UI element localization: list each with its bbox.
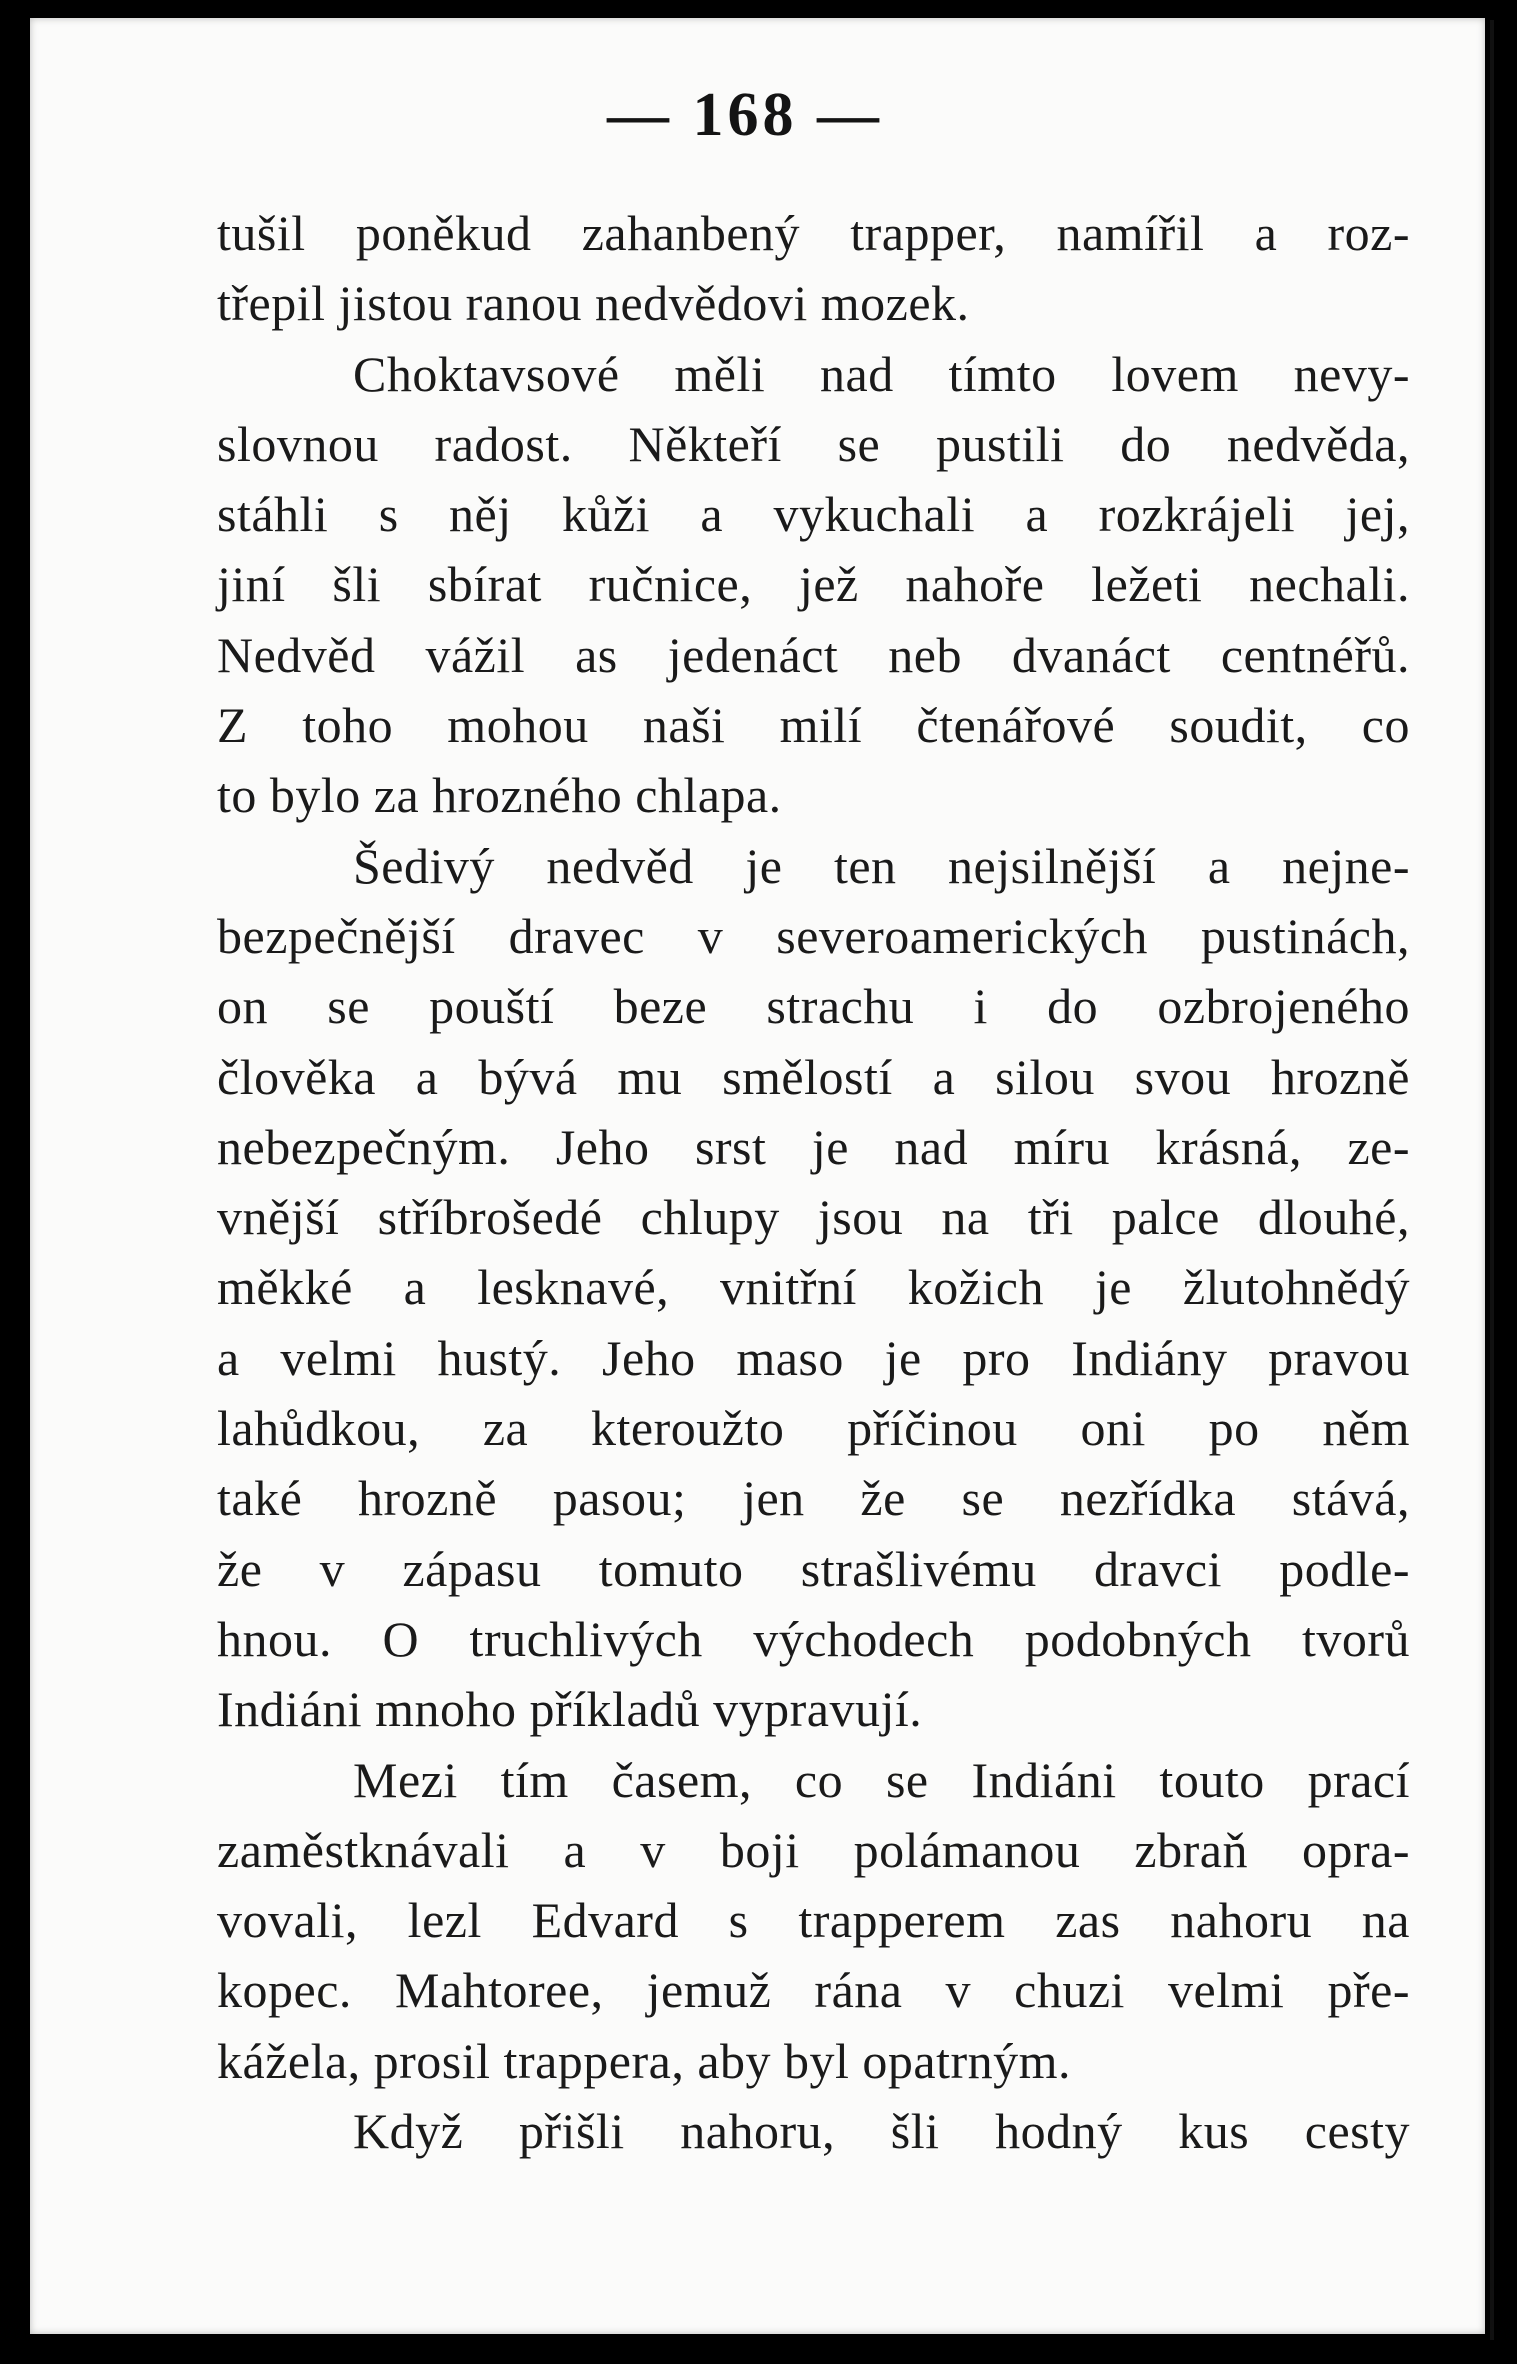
text-line: také hrozně pasou; jen že se nezřídka stává,: [217, 1470, 1410, 1527]
text-line: lahůdkou, za kteroužto příčinou oni po něm: [217, 1400, 1410, 1457]
text-line: člověka a bývá mu smělostí a silou svou hrozně: [217, 1048, 1410, 1105]
text-line: Z toho mohou naši milí čtenářové soudit, co: [217, 697, 1410, 754]
page-number: — 168 —: [607, 81, 883, 149]
text-line: Šedivý nedvěd je ten nejsilnější a nejne-: [353, 837, 1410, 894]
text-line: Choktavsové měli nad tímto lovem nevy-: [353, 345, 1410, 402]
text-line: Indiáni mnoho příkladů vypravují.: [217, 1681, 923, 1738]
text-line: stáhli s něj kůži a vykuchali a rozkrájeli jej,: [217, 486, 1410, 543]
text-line: zaměstknávali a v boji polámanou zbraň opra-: [217, 1821, 1410, 1878]
text-line: jiní šli sbírat ručnice, jež nahoře ležeti nechali.: [217, 556, 1410, 613]
text-line: to bylo za hrozného chlapa.: [217, 767, 782, 824]
text-line: vnější stříbrošedé chlupy jsou na tři palce dlouhé,: [217, 1189, 1410, 1246]
text-line: Nedvěd vážil as jedenáct neb dvanáct centnéřů.: [217, 626, 1410, 683]
text-line: měkké a lesknavé, vnitřní kožich je žlutohnědý: [217, 1259, 1410, 1316]
text-line: kopec. Mahtoree, jemuž rána v chuzi velmi pře-: [217, 1962, 1410, 2019]
text-line: on se pouští beze strachu i do ozbrojeného: [217, 978, 1410, 1035]
text-line: kážela, prosil trappera, aby byl opatrným.: [217, 2032, 1072, 2089]
text-line: Mezi tím časem, co se Indiáni touto prací: [353, 1751, 1410, 1808]
text-line: tušil poněkud zahanbený trapper, namířil a roz-: [217, 205, 1410, 261]
text-line: že v zápasu tomuto strašlivému dravci podle-: [217, 1540, 1410, 1597]
page-edge-shadow: [1490, 20, 1494, 2340]
text-line: vovali, lezl Edvard s trapperem zas nahoru na: [217, 1892, 1410, 1949]
text-line: nebezpečným. Jeho srst je nad míru krásná, ze-: [217, 1118, 1410, 1175]
text-line: bezpečnější dravec v severoamerických pustinách,: [217, 907, 1410, 964]
text-line: třepil jistou ranou nedvědovi mozek.: [217, 275, 970, 332]
text-line: hnou. O truchlivých východech podobných tvorů: [217, 1610, 1410, 1667]
text-line: a velmi hustý. Jeho maso je pro Indiány pravou: [217, 1329, 1410, 1386]
body-text: [217, 198, 1410, 2166]
text-line: slovnou radost. Někteří se pustili do nedvěda,: [217, 415, 1410, 472]
text-line: Když přišli nahoru, šli hodný kus cesty: [353, 2103, 1410, 2160]
